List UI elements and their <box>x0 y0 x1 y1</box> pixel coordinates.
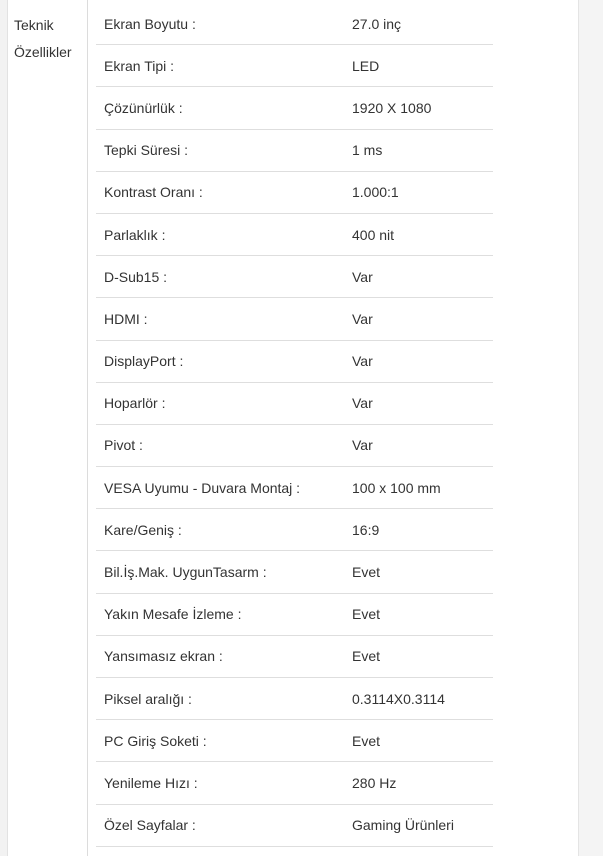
spec-key: Çözünürlük : <box>104 99 183 116</box>
spec-row <box>96 298 493 340</box>
spec-row <box>96 383 493 425</box>
spec-key: Yakın Mesafe İzleme : <box>104 606 242 623</box>
spec-value: 1920 X 1080 <box>352 99 432 116</box>
spec-key: Bil.İş.Mak. UygunTasarm : <box>104 564 267 581</box>
spec-row <box>96 3 493 45</box>
spec-row <box>96 256 493 298</box>
spec-key: Özel Sayfalar : <box>104 817 196 834</box>
spec-value: 280 Hz <box>352 774 397 791</box>
spec-key: HDMI : <box>104 310 148 327</box>
spec-key: Kontrast Oranı : <box>104 184 203 201</box>
spec-value: LED <box>352 57 380 74</box>
spec-value: Evet <box>352 648 381 665</box>
spec-row <box>96 636 493 678</box>
spec-value: 0.3114X0.3114 <box>352 690 445 707</box>
section-title-line-2: Özellikler <box>14 44 72 60</box>
spec-value: 27.0 inç <box>352 15 402 32</box>
spec-row <box>96 87 493 129</box>
spec-value: Var <box>352 437 373 454</box>
spec-value: Evet <box>352 564 381 581</box>
spec-table <box>96 3 493 847</box>
spec-key: VESA Uyumu - Duvara Montaj : <box>104 479 301 496</box>
spec-value: 1.000:1 <box>352 184 399 201</box>
spec-key: PC Giriş Soketi : <box>104 732 207 749</box>
spec-row <box>96 762 493 804</box>
spec-value: 100 x 100 mm <box>352 479 441 496</box>
left-gutter <box>0 0 8 856</box>
spec-row <box>96 214 493 256</box>
spec-key: D-Sub15 : <box>104 268 168 285</box>
spec-row <box>96 805 493 847</box>
spec-key: Hoparlör : <box>104 395 166 412</box>
spec-value: 400 nit <box>352 226 395 243</box>
section-title <box>14 12 86 66</box>
spec-row <box>96 509 493 551</box>
spec-value: Var <box>352 395 373 412</box>
spec-key: Ekran Tipi : <box>104 57 175 74</box>
spec-row <box>96 720 493 762</box>
spec-row <box>96 425 493 467</box>
spec-key: Tepki Süresi : <box>104 142 189 159</box>
spec-key: Piksel aralığı : <box>104 690 192 707</box>
right-gutter <box>578 0 603 856</box>
section-title-line-1: Teknik <box>14 17 54 33</box>
spec-key: Yenileme Hızı : <box>104 774 198 791</box>
spec-row <box>96 45 493 87</box>
section-label-column <box>8 0 88 856</box>
spec-key: Kare/Geniş : <box>104 521 182 538</box>
spec-value: 16:9 <box>352 521 380 538</box>
spec-row <box>96 678 493 720</box>
spec-value: Gaming Ürünleri <box>352 817 454 834</box>
spec-row <box>96 341 493 383</box>
spec-value: Var <box>352 353 373 370</box>
spec-value: 1 ms <box>352 142 383 159</box>
spec-key: Pivot : <box>104 437 143 454</box>
spec-value: Var <box>352 310 373 327</box>
spec-row <box>96 172 493 214</box>
spec-key: DisplayPort : <box>104 353 184 370</box>
spec-row <box>96 467 493 509</box>
spec-value: Var <box>352 268 373 285</box>
spec-value: Evet <box>352 606 381 623</box>
spec-value: Evet <box>352 732 381 749</box>
spec-row <box>96 130 493 172</box>
spec-key: Ekran Boyutu : <box>104 15 196 32</box>
spec-key: Parlaklık : <box>104 226 166 243</box>
spec-row <box>96 551 493 593</box>
spec-row <box>96 594 493 636</box>
spec-key: Yansımasız ekran : <box>104 648 223 665</box>
tech-specs-panel <box>8 0 578 856</box>
